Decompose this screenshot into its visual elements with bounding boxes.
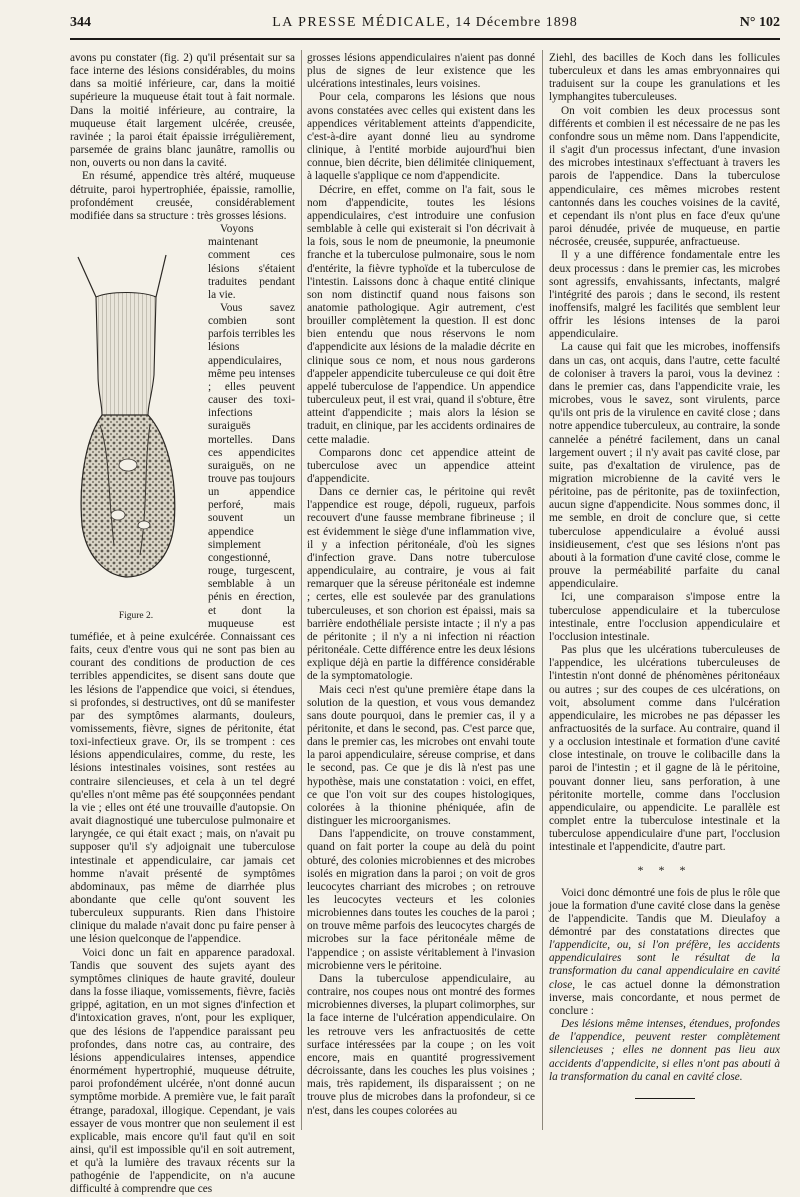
paragraph: En résumé, appendice très altéré, muqueuse détruite, paroi hypertrophiée, épaissie, ramollie, profondément creusée, considérablement modifiée dans sa structure : très grosses lésions. (70, 170, 295, 222)
column-1 (70, 52, 295, 1196)
paragraph: Dans l'appendicite, on trouve constamment, quand on fait porter la coupe au delà du point obturé, des colonies microbiennes et des microbes isolés en migration dans la paroi ; on voit de gros leucocytes charriant des microbes ; on retrouve les leucocytes vecteurs et les colonies microbiennes dans toutes les couches de la paroi ; on trouve même parfois des leucocytes chargés de microbes sur la face péritonéale même de l'appendice ; on assiste véritablement à l'invasion microbienne vers le péritoine. (307, 828, 535, 972)
paragraph-text: Voici donc démontré une fois de plus le rôle que joue la formation d'une cavité close dans la genèse de l'appendicite. Tandis que M. Dieulafoy a démontré par des constatations directes que (549, 886, 780, 938)
paragraph: Voyons maintenant comment ces lésions s'étaient traduites pendant la vie. (208, 223, 295, 301)
journal-title: LA PRESSE MÉDICALE (272, 15, 447, 30)
figure-appendix (70, 225, 202, 623)
page-header (70, 15, 780, 39)
column-3 (549, 52, 780, 1134)
paragraph: La cause qui fait que les microbes, inoffensifs dans un cas, ont acquis, dans l'autre, cette faculté de coloniser à travers la paroi, vous la devinez : dans le premier cas, dans l'appendicite vraie, les microbes, vous le savez, sont virulents, parce qu'ils ont pris de la virulence en cavité close ; dans notre appendice tuberculeux, au contraire, la sonde cannelée a pénétré facilement, dans un canal largement ouvert ; il n'y avait pas cavité close, par suite, pas d'exaltation de virulence, pas de migration microbienne de la cavité vers le péritoine, pas de péritonite, pas de toxiinfection, aucun signe d'appendicite. Nous sommes donc, il me semble, en droit de conclure que, si cette tuberculose appendiculaire a évolué aussi insidieusement, c'est que ses lésions n'ont pas abouti à la formation d'une cavité close, comme le prouve la perméabilité parfaite du canal appendiculaire. (549, 341, 780, 591)
paragraph: avons pu constater (fig. 2) qu'il présentait sur sa face interne des lésions considérables, du moins dans sa moitié inférieure, car, dans la moitié supérieure la muqueuse était tout à fait normale. Dans la moitié inférieure, au contraire, la muqueuse était largement ulcérée, creusée, ravinée ; la paroi était épaissie irrégulièrement, parsemée de grains blanc jaunâtre, ramollis ou non, ouverts ou non dans la cavité. (70, 52, 295, 170)
end-rule (635, 1098, 695, 1099)
paragraph: On voit combien les deux processus sont différents et combien il est nécessaire de ne pas les confondre sous un même nom. Dans l'appendicite, il s'agit d'un processus infectant, d'une invasion des microbes intestinaux s'effectuant à travers les parois de l'appendice. Dans la tuberculose appendiculaire, ces mêmes microbes restent cantonnés dans les couches voisines de la cavité, et cependant ils n'ont plus en face d'eux qu'une paroi dénudée, privée de muqueuse, en partie nécrosée, creusée, suppurée, anfractueuse. (549, 104, 780, 249)
paragraph: Il y a une différence fondamentale entre les deux processus : dans le premier cas, les microbes sont agressifs, envahissants, infectants, malgré l'intégrité des parois ; dans le second, ils restent inoffensifs, malgré les facilités que semblent leur offrir les lésions intenses de la paroi appendiculaire. (549, 249, 780, 341)
italic-quote: l'appendicite, ou, si l'on préfère, les accidents appendiculaires sont le résultat de la transformation du canal appendiculaire en cavité close, (549, 939, 780, 991)
paragraph: Ziehl, des bacilles de Koch dans les follicules tuberculeux et dans les amas embryonnaires qui traduisent sur la coupe les granulations et les lymphangites tuberculeuses. (549, 52, 780, 104)
column-divider (542, 50, 543, 1130)
header-rule (70, 38, 780, 40)
page-number: 344 (70, 15, 91, 30)
conclusion-paragraph: Des lésions même intenses, étendues, profondes de l'appendice, peuvent rester complètement silencieuses ; elles ne donnent pas lieu aux accidents d'appendicite, si elles n'ont pas abouti à la transformation du canal en cavité close. (549, 1018, 780, 1083)
paragraph: grosses lésions appendiculaires n'aient pas donné plus de signes de leur existence que les ulcérations intestinales, leurs voisines. (307, 52, 535, 91)
issue-number: N° 102 (739, 15, 780, 30)
figure-caption: Figure 2. (118, 610, 154, 621)
paragraph: Comparons donc cet appendice atteint de tuberculose avec un appendice atteint d'appendicite. (307, 446, 535, 485)
column-divider (301, 50, 302, 1130)
paragraph: Voici donc un fait en apparence paradoxal. Tandis que souvent des sujets ayant des symptômes cliniques de haute gravité, douleur dans la fosse iliaque, vomissements, fièvre, faciès grippé, agitation, en un mot signes d'infection et d'intoxication graves, n'ont, pour les expliquer, que des lésions de l'appendice paraissant peu profondes, dans notre cas, au contraire, des lésions appendiculaires intenses, appendice énormément hypertrophié, muqueuse détruite, paroi profondément ulcérée, n'ont donné aucun symptôme morbide. A première vue, le fait paraît étrange, paradoxal, illogique. Cependant, je vais essayer de vous montrer que non seulement il est explicable, mais encore qu'il faut qu'il en soit ainsi, qu'il est impossible qu'il en soit autrement, et qu'à la lumière des travaux récents sur la pathogénie de l'appendicite, on n'a aucune difficulté à comprendre que ces (70, 946, 295, 1196)
paragraph: Dans la tuberculose appendiculaire, au contraire, nos coupes nous ont montré des formes microbiennes diverses, la plupart colimorphes, sur la face interne de l'ulcération appendiculaire. On les retrouve vers les anfractuosités de cette surface intéressées par la coupe ; on les voit encore, mais en quantité progressivement décroissante, dans les couches les plus voisines ; mais, très rapidement, ils disparaissent ; on ne trouve plus de microbes dans la profondeur, si ce n'est, dans les coupes colorées au (307, 972, 535, 1117)
paragraph: Vous savez combien sont parfois terribles les lésions appendiculaires, même peu intenses ; elles peuvent causer des toxi-infections suraiguës mortelles. Dans ces appendicites suraiguës, on ne trouve pas toujours un appendice perforé, mais souvent un appendice simplement congestionné, rouge, turgescent, semblable à un pénis en érection, et dont la muqueuse est tuméfiée, et à peine exulcérée. Connaissant ces faits, ceux d'entre vous qui ne sont pas bien au courant des conditions de production de ces terribles appendicites, se disent sans doute que les lésions de l'appendice que voici, si étendues, si profondes, si destructives, ont dû se manifester par des symptômes alarmants, douleurs, vomissements, fièvre, signes de péritonite, état toxi-infectieux grave. Or, ils se trompent : ces lésions appendiculaires, comme, du reste, les lésions intestinales voisines, sont restées au contraire silencieuses, et cela à un tel degré qu'elles n'ont même pas été soupçonnées pendant la vie ; elles ont été une trouvaille d'autopsie. On avait diagnostiqué une tuberculose pulmonaire et laryngée, ce qui était exact ; mais, on n'avait pu supposer qu'il s'y adjoignait une tuberculose intestinale et appendiculaire, car jamais cet homme n'avait présenté de symptômes abdominaux, pas même de diarrhée plus abondante que celle qu'ont souvent les tuberculeux suppurants. Rien dans l'histoire clinique du malade n'avait donc pu faire penser à une lésion quelconque de l'appendice. (70, 301, 295, 946)
paragraph-text: le cas actuel donne la démonstration inverse, mais concordante, et nous permet de conclure : (549, 978, 780, 1017)
issue-date: 14 Décembre 1898 (455, 15, 578, 30)
paragraph: Mais ceci n'est qu'une première étape dans la solution de la question, et vous vous demandez sans doute pourquoi, dans le premier cas, il y a péritonite, et dans le second, pas. C'est parce que, dans le premier cas, les microbes ont envahi toute la paroi appendiculaire, séreuse comprise, et dans le second, pas. Ce que je dis là n'est pas une hypothèse, mais une constatation : voici, en effet, ce que l'on voit sur des coupes histologiques, colorées à la thionine phéniquée, afin de distinguer les microorganismes. (307, 683, 535, 828)
column-2 (307, 52, 535, 1134)
masthead: LA PRESSE MÉDICALE, 14 Décembre 1898 (272, 15, 578, 30)
paragraph (549, 887, 780, 1019)
appendix-illustration (70, 225, 202, 609)
section-break-stars: * * * (637, 862, 692, 877)
paragraph: Décrire, en effet, comme on l'a fait, sous le nom d'appendicite, toutes les lésions appendiculaires, c'est introduire une confusion semblable à celle qui existerait si l'on décrivait à la fois, sous le nom de pneumonie, la pneumonie franche et la tuberculose pulmonaire, sous le nom d'entérite, la fièvre typhoïde et la tuberculose de l'intestin. Laissons donc à chaque entité clinique son nom distinctif quand nous faisons son anatomie pathologique. Agir autrement, c'est brouiller complètement la question. Il est donc bien entendu que nous réservons le nom d'appendicite aux lésions de la maladie décrite en clinique sous ce nom, et nous nous garderons d'appeler appendicite tuberculeuse ce qui doit être appelé tuberculose de l'appendice. Un appendice tuberculeux peut, il est vrai, quand il s'obture, être atteint d'appendicite ; mais alors la lésion se traduit, en clinique, par les accidents ordinaires de cette maladie. (307, 183, 535, 446)
paragraph: Pas plus que les ulcérations tuberculeuses de l'appendice, les ulcérations tuberculeuses de l'intestin n'ont donné de phénomènes péritonéaux ou autres ; sur des coupes de ces ulcérations, on voit, absolument comme dans l'ulcération appendiculaire, les microbes ne pas dépasser les anfractuosités de la surface. Au contraire, quand il y a occlusion intestinale et formation d'une cavité close intestinale, on trouve le colibacille dans la paroi de l'intestin ; et il gagne de là le péritoine, pouvant donner lieu, sans perforation, à une péritonite mortelle, comme dans l'occlusion appendiculaire, ou appendicite. Le parallèle est complet entre la tuberculose intestinale et la tuberculose appendiculaire d'une part, l'occlusion intestinale et l'appendicite, d'autre part. (549, 644, 780, 854)
paragraph: Dans ce dernier cas, le péritoine qui revêt l'appendice est rouge, dépoli, rugueux, parfois recouvert d'une fausse membrane fibrineuse ; il est évidemment le siège d'une inflammation vive, il y a infection péritonéale, d'où les signes d'infection grave. Dans notre tuberculose appendiculaire, au contraire, je vous ai fait remarquer que la séreuse péritonéale est indemne ; certes, elle est soulevée par des granulations tuberculeuses, et son chorion est épaissi, mais sa barrière endothéliale persiste intacte ; il n'y a pas de péritonite ; il n'y a ni infection ni réaction péritonéale. Cette différence entre les deux lésions explique déjà en partie la différence considérable de la symptomatologie. (307, 486, 535, 683)
paragraph: Pour cela, comparons les lésions que nous avons constatées avec celles qui existent dans les appendices véritablement atteints d'appendicite, c'est-à-dire ayant donné lieu au syndrome clinique, à l'entité morbide aujourd'hui bien connue, bien décrite, bien délimitée cliniquement, à laquelle s'applique ce nom d'appendicite. (307, 91, 535, 183)
paragraph: Ici, une comparaison s'impose entre la tuberculose appendiculaire et la tuberculose intestinale, entre l'occlusion appendiculaire et l'occlusion intestinale. (549, 591, 780, 643)
